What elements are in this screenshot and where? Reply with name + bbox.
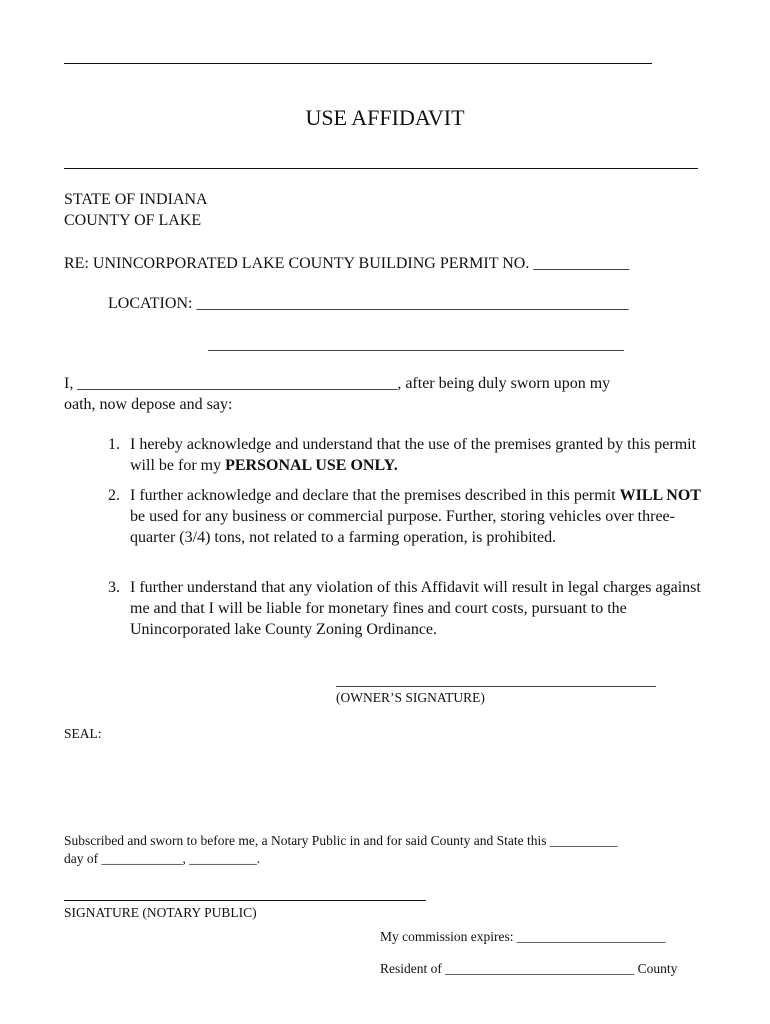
clause-emphasis: WILL NOT — [619, 487, 701, 504]
subscribed-line-1[interactable]: Subscribed and sworn to before me, a Notary Public in and for said County and State this __________ — [64, 833, 618, 848]
oath-line-1[interactable]: I, ________________________________________, after being duly sworn upon my — [64, 375, 611, 392]
clause-1 — [108, 434, 708, 476]
resident-county-line[interactable]: Resident of ____________________________ County — [380, 961, 678, 976]
clause-text: I hereby acknowledge and understand that the use of the premises granted by this permit will be for my PERSONAL USE ONLY. — [130, 436, 697, 474]
oath-line-2: oath, now depose and say: — [64, 396, 233, 413]
seal-label: SEAL: — [64, 726, 102, 741]
permit-number-line[interactable]: RE: UNINCORPORATED LAKE COUNTY BUILDING PERMIT NO. ____________ — [64, 255, 630, 272]
commission-expires-line[interactable]: My commission expires: ______________________ — [380, 929, 666, 944]
subscribed-line-2[interactable]: day of ____________, __________. — [64, 851, 261, 866]
notary-signature-rule[interactable] — [64, 900, 426, 901]
clause-3 — [108, 577, 708, 640]
clause-text: I further acknowledge and declare that the premises described in this permit WILL NOT be used for any business or commercial purpose. Further, storing vehicles over three-quarter (3/4) tons, not related to a farming operation, is prohibited. — [130, 487, 701, 546]
top-rule — [64, 63, 652, 64]
clause-number: 3. — [108, 579, 120, 596]
location-line-2[interactable]: ____________________________________________________ — [208, 336, 624, 353]
clause-emphasis: PERSONAL USE ONLY. — [225, 457, 398, 474]
venue-state: STATE OF INDIANA — [64, 191, 208, 208]
owner-signature-line[interactable]: ________________________________________ — [336, 672, 656, 689]
clause-number: 1. — [108, 436, 120, 453]
document-title: USE AFFIDAVIT — [305, 105, 465, 130]
clause-2 — [108, 485, 708, 548]
notary-signature-label: SIGNATURE (NOTARY PUBLIC) — [64, 905, 257, 920]
location-line-1[interactable]: LOCATION: ______________________________________________________ — [108, 295, 629, 312]
venue-county: COUNTY OF LAKE — [64, 212, 202, 229]
clause-number: 2. — [108, 487, 120, 504]
owner-signature-label: (OWNER’S SIGNATURE) — [336, 690, 485, 705]
title-rule — [64, 168, 698, 169]
clause-text: I further understand that any violation of this Affidavit will result in legal charges against me and that I will be liable for monetary fines and court costs, pursuant to the Unincorporated lake County Zoning Ordinance. — [130, 579, 701, 638]
